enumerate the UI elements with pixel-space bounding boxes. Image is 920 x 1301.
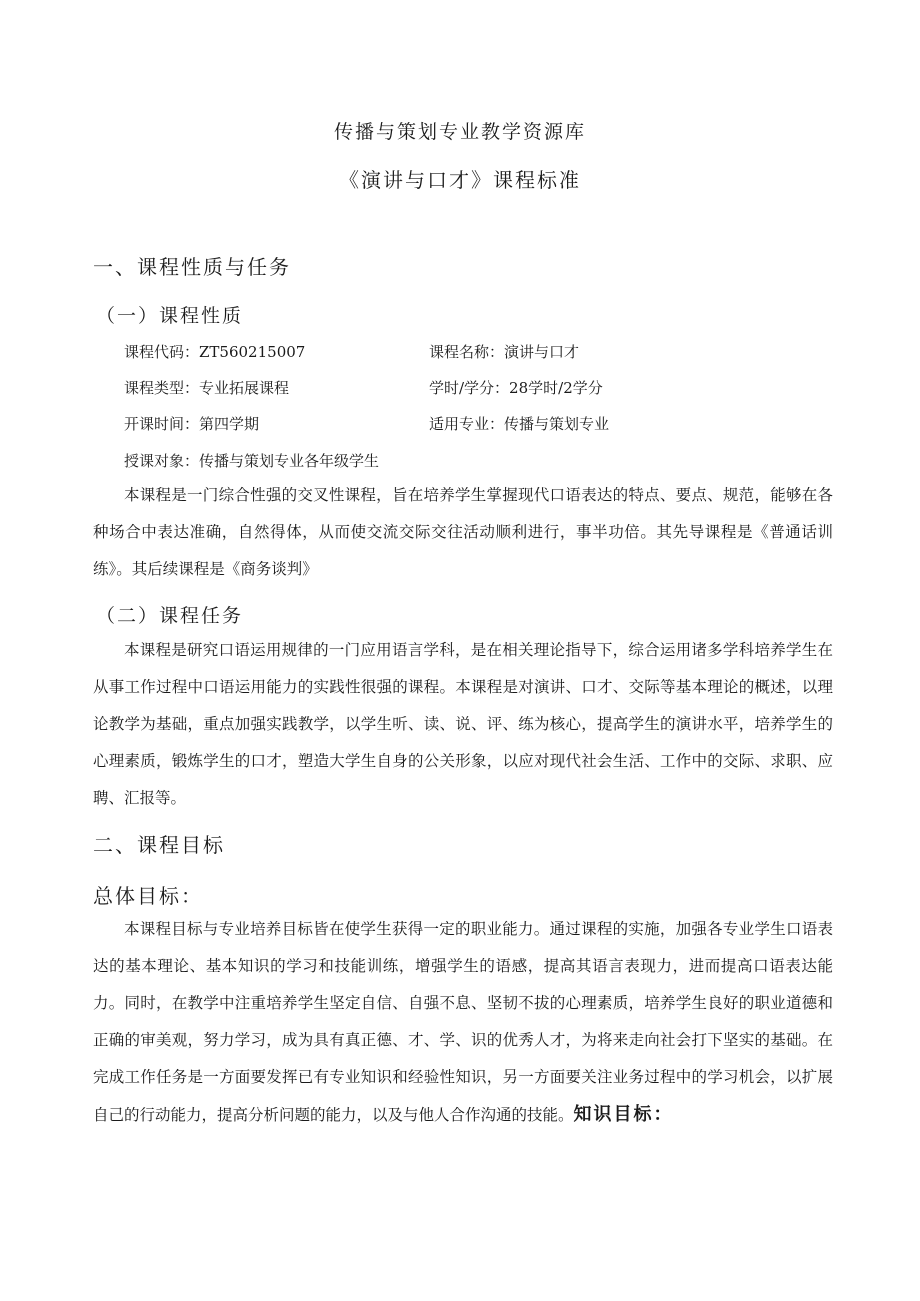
field-course-audience: 授课对象：传播与策划专业各年级学生 xyxy=(124,452,380,470)
overall-goal-text: 本课程目标与专业培养目标皆在使学生获得一定的职业能力。通过课程的实施，加强各专业学生口语表达的基本理论、基本知识的学习和技能训练，增强学生的语感，提高其语言表现力，进而提高口语表达能力。同时，在教学中注重培养学生坚定自信、自强不息、坚韧不拔的心理素质，培养学生良好的职业道德和正确的审美观，努力学习，成为具有真正德、才、学、识的优秀人才，为将来走向社会打下坚实的基础。在完成工作任务是一方面要发挥已有专业知识和经验性知识，另一方面要关注业务过程中的学习机会，以扩展自己的行动能力，提高分析问题的能力，以及与他人合作沟通的技能。 xyxy=(93,920,833,1124)
course-task-paragraph: 本课程是研究口语运用规律的一门应用语言学科，是在相关理论指导下，综合运用诸多学科培养学生在从事工作过程中口语运用能力的实践性很强的课程。本课程是对演讲、口才、交际等基本理论的概述，以理论教学为基础，重点加强实践教学，以学生听、读、说、评、练为核心，提高学生的演讲水平，培养学生的心理素质，锻炼学生的口才，塑造大学生自身的公关形象，以应对现代社会生活、工作中的交际、求职、应聘、汇报等。 xyxy=(93,641,833,807)
field-course-term: 开课时间：第四学期 xyxy=(124,415,260,433)
field-course-type: 课程类型：专业拓展课程 xyxy=(124,379,290,397)
document-title: 传播与策划专业教学资源库 xyxy=(333,121,586,143)
section2-heading: 二、课程目标 xyxy=(93,833,225,857)
section1-sub2-heading: （二）课程任务 xyxy=(96,605,244,627)
course-nature-paragraph: 本课程是一门综合性强的交叉性课程，旨在培养学生掌握现代口语表达的特点、要点、规范，能够在各种场合中表达准确，自然得体，从而使交流交际交往活动顺利进行，事半功倍。其先导课程是《普通话训练》。其后续课程是《商务谈判》 xyxy=(93,486,833,578)
field-course-hours: 学时/学分：28学时/2学分 xyxy=(429,379,603,397)
document-subtitle: 《演讲与口才》课程标准 xyxy=(339,168,581,192)
overall-goal-heading: 总体目标： xyxy=(93,884,203,908)
field-course-major: 适用专业：传播与策划专业 xyxy=(429,415,610,433)
field-course-name: 课程名称：演讲与口才 xyxy=(429,343,580,361)
overall-goal-paragraph xyxy=(93,911,833,1134)
field-course-code: 课程代码：ZT560215007 xyxy=(124,343,306,361)
section1-sub1-heading: （一）课程性质 xyxy=(96,305,244,327)
section1-heading: 一、课程性质与任务 xyxy=(93,255,291,279)
knowledge-goal-heading: 知识目标： xyxy=(573,1104,674,1125)
